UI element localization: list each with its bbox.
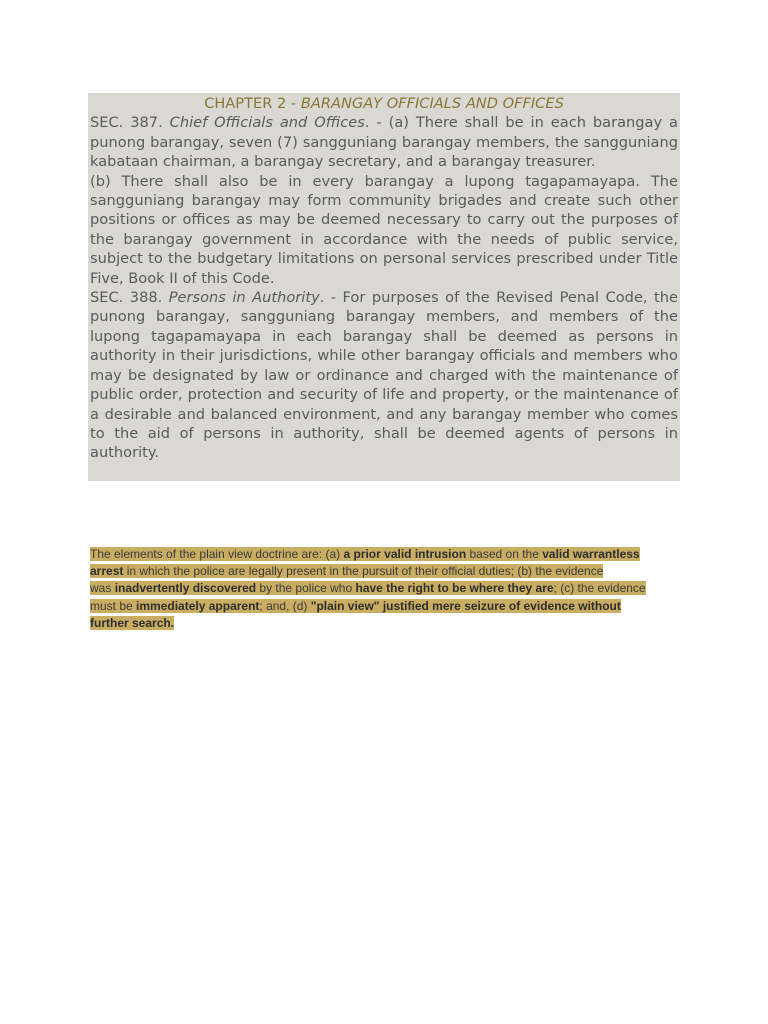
note-line-4	[90, 598, 680, 615]
chapter-name: BARANGAY OFFICIALS AND OFFICES	[300, 95, 564, 112]
note-text: in which the police are legally present in the pursuit of their official duties; (b) the evidence	[123, 564, 604, 579]
note-bold: valid warrantless	[542, 547, 640, 561]
note-bold: "plain view" justified mere seizure of evidence without	[310, 598, 621, 613]
note-text: by the police who	[256, 581, 356, 596]
sec-388-body: . - For purposes of the Revised Penal Code, the punong barangay, sangguniang barangay members, and members of the lupong tagapamayapa in each barangay shall be deemed as persons in authority in their jurisdictions, while other barangay officials and members who may be designated by law or ordinance and charged with the maintenance of public order, protection and security of life and property, or the maintenance of a desirable and balanced environment, and any barangay member who comes to the aid of persons in authority, shall be deemed agents of persons in authority.	[90, 289, 678, 462]
sec-387-label: SEC. 387.	[90, 114, 170, 132]
note-text: ; (c) the evidence	[553, 581, 646, 596]
note-text: The elements of the plain view doctrine are: (a)	[90, 547, 344, 561]
note-text: based on the	[466, 547, 543, 561]
chapter-title	[90, 94, 678, 113]
sec-387-paragraph-b: (b) There shall also be in every barangay a lupong tagapamayapa. The sangguniang barangay may form community brigades and create such other positions or offices as may be deemed necessary to carry out the purposes of the barangay government in accordance with the needs of public service, subject to the budgetary limitations on personal services prescribed under Title Five, Book II of this Code.	[90, 172, 678, 287]
note-bold: a prior valid intrusion	[343, 547, 467, 561]
note-line-2	[90, 563, 680, 580]
note-text: was	[90, 581, 115, 596]
barangay-code-excerpt	[88, 93, 680, 481]
note-bold: immediately apparent	[136, 598, 260, 613]
sec-388-label: SEC. 388.	[90, 289, 169, 307]
note-bold: arrest	[90, 564, 124, 579]
note-text: must be	[90, 598, 137, 613]
note-line-5	[90, 615, 680, 632]
sec-387-body-a: . - (a) There shall be in each barangay a punong barangay, seven (7) sangguniang barangay members, the sangguniang kabataan chairman, a barangay secretary, and a barangay treasurer.	[90, 114, 678, 171]
note-bold: further search.	[90, 615, 175, 630]
sec-387-paragraph-a	[90, 113, 678, 171]
sec-388-paragraph	[90, 288, 678, 463]
note-bold: have the right to be where they are	[355, 581, 554, 596]
sec-388-heading: Persons in Authority	[168, 289, 320, 307]
chapter-prefix: CHAPTER 2 -	[204, 95, 301, 112]
note-line-1	[90, 546, 680, 563]
note-bold: inadvertently discovered	[114, 581, 257, 596]
note-line-3	[90, 580, 680, 597]
sec-387-heading: Chief Officials and Offices	[169, 114, 365, 132]
note-text: ; and, (d)	[259, 598, 311, 613]
plain-view-doctrine-note	[90, 546, 680, 632]
